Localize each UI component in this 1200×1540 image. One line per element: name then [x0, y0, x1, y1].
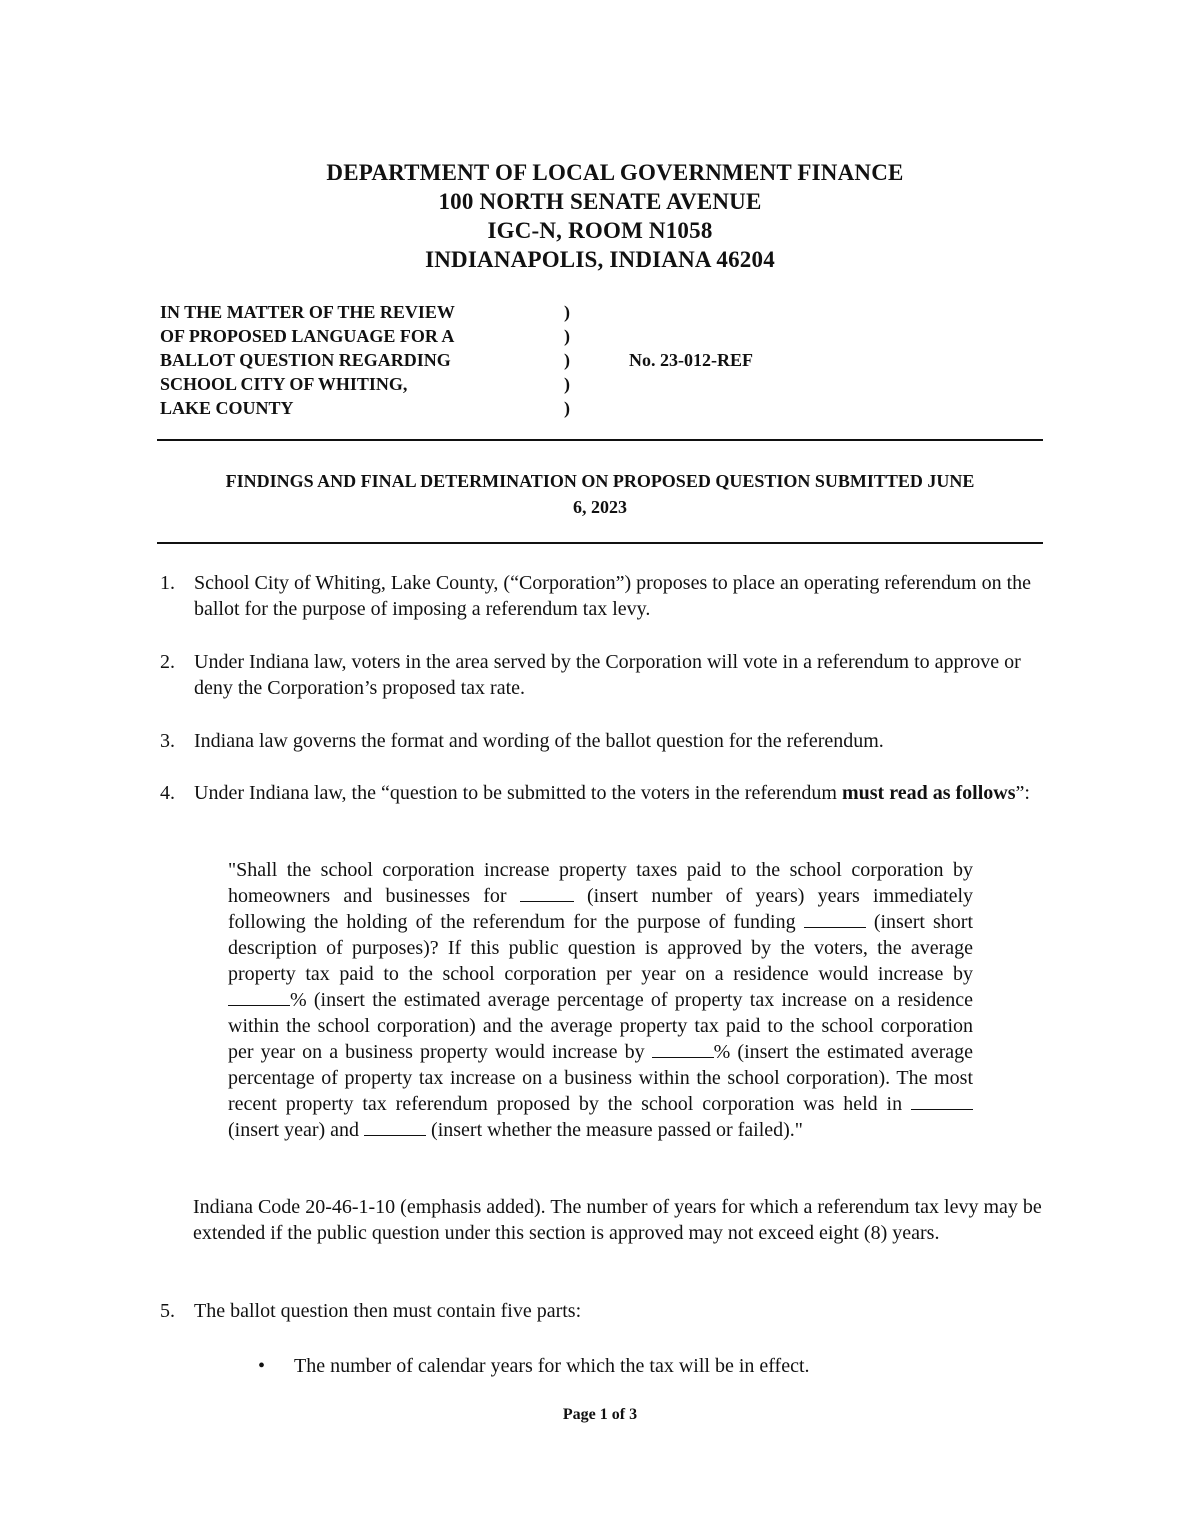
- caption-line: OF PROPOSED LANGUAGE FOR A: [160, 326, 455, 346]
- agency-header: [0, 158, 1200, 274]
- agency-name: DEPARTMENT OF LOCAL GOVERNMENT FINANCE: [326, 160, 904, 185]
- page-number: Page 1 of 3: [562, 1406, 638, 1423]
- finding-item: [160, 1298, 1040, 1324]
- bullet-icon: •: [258, 1355, 266, 1377]
- quote-text: (insert short description of purposes)? If this public question is approved by the voters, the average property tax paid to the school corporation per year on a residence would increase by: [228, 911, 974, 985]
- quote-text: (insert number of years) years immediately following the holding of the referendum for the purpose of funding: [228, 885, 974, 933]
- agency-city: INDIANAPOLIS, INDIANA 46204: [425, 247, 775, 272]
- blank-line: [911, 1091, 973, 1110]
- item-text: The ballot question then must contain five parts:: [194, 1300, 582, 1322]
- finding-item: [160, 649, 1040, 701]
- finding-item: [160, 728, 1040, 754]
- divider-top: [157, 439, 1043, 441]
- quote-text: % (insert the estimated average percentage of property tax increase on a residence within the school corporation) and the average property tax paid to the school corporation per year on a business property would increase by: [228, 989, 973, 1063]
- blank-line: [804, 909, 866, 928]
- blank-line: [520, 883, 574, 902]
- item-number: 4.: [160, 782, 175, 804]
- item-text: Indiana law governs the format and wording of the ballot question for the referendum.: [194, 730, 884, 752]
- quote-text: "Shall the school corporation increase property taxes paid to the school corporation by homeowners and businesses for: [228, 859, 973, 907]
- bullet-text: The number of calendar years for which the tax will be in effect.: [294, 1355, 810, 1377]
- caption-line: SCHOOL CITY OF WHITING,: [160, 374, 408, 394]
- bullet-item: [258, 1353, 1018, 1379]
- item-text: School City of Whiting, Lake County, (“Corporation”) proposes to place an operating referendum on the ballot for the purpose of imposing a referendum tax levy.: [194, 572, 1032, 620]
- findings-title: [150, 468, 1050, 520]
- item-text-emphasis: must read as follows: [841, 782, 1016, 804]
- divider-bottom: [157, 542, 1043, 544]
- docket-number: No. 23-012-REF: [629, 350, 753, 370]
- bracket: ): [564, 326, 570, 346]
- caption-line: BALLOT QUESTION REGARDING: [160, 350, 451, 370]
- quote-text: (insert year) and: [228, 1119, 360, 1141]
- quote-text: % (insert the estimated average percentage of property tax increase on a business within the school corporation). The most recent property tax referendum proposed by the school corporation was held in: [228, 1041, 974, 1115]
- bracket: ): [564, 398, 570, 418]
- caption-brackets: [564, 300, 584, 420]
- item-number: 5.: [160, 1300, 175, 1322]
- caption-matter: [160, 300, 560, 420]
- blank-line: [652, 1039, 714, 1058]
- blank-line: [364, 1117, 426, 1136]
- statute-citation: Indiana Code 20-46-1-10 (emphasis added). The number of years for which a referendum tax levy may be extended if the public question under this section is approved may not exceed eight (8) years.: [193, 1196, 1042, 1244]
- bracket: ): [564, 350, 570, 370]
- item-text: [194, 780, 1040, 806]
- caption-line: IN THE MATTER OF THE REVIEW: [160, 302, 455, 322]
- bracket: ): [564, 302, 570, 322]
- blank-line: [228, 987, 290, 1006]
- item-number: 2.: [160, 651, 175, 673]
- agency-street: 100 NORTH SENATE AVENUE: [438, 189, 762, 214]
- bracket: ): [564, 374, 570, 394]
- findings-title-line: FINDINGS AND FINAL DETERMINATION ON PROPOSED QUESTION SUBMITTED JUNE: [225, 471, 975, 491]
- agency-room: IGC-N, ROOM N1058: [487, 218, 713, 243]
- item-text-post: ”:: [1015, 782, 1030, 804]
- caption-line: LAKE COUNTY: [160, 398, 294, 418]
- statutory-quote: [228, 857, 973, 1143]
- item-text: Under Indiana law, voters in the area served by the Corporation will vote in a referendum to approve or deny the Corporation’s proposed tax rate.: [194, 651, 1021, 699]
- findings-title-line: 6, 2023: [573, 497, 627, 517]
- quote-text: (insert whether the measure passed or failed).": [431, 1119, 803, 1141]
- finding-item: [160, 570, 1040, 622]
- item-text-pre: Under Indiana law, the “question to be submitted to the voters in the referendum: [194, 782, 842, 804]
- finding-item: [160, 780, 1040, 806]
- item-number: 1.: [160, 572, 175, 594]
- item-number: 3.: [160, 730, 175, 752]
